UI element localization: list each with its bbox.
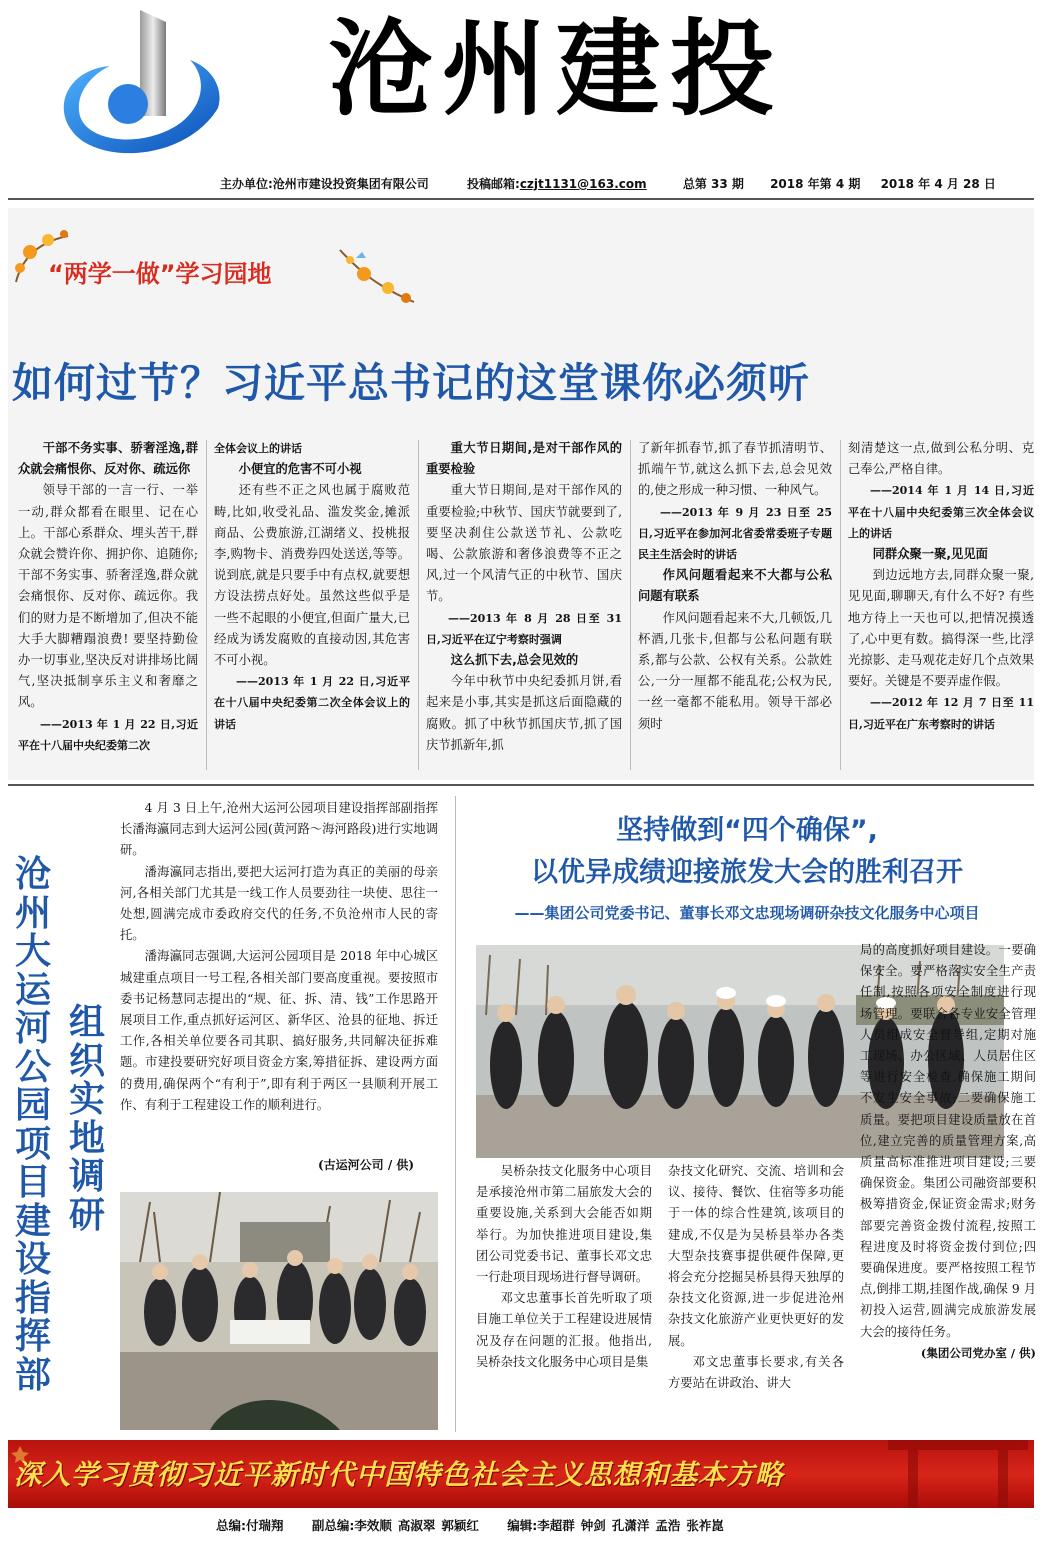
editor: 孔潇洋 <box>611 1518 650 1533</box>
source-note: ——2014 年 1 月 14 日,习近平在十八届中央纪委第三次全体会议上的讲话 <box>848 484 1034 540</box>
newspaper-logo <box>40 8 230 168</box>
deputy-editor: 高淑翠 <box>397 1518 436 1533</box>
paragraph: 到边远地方去,同群众聚一聚,见见面,聊聊天,有什么不好? 有些地方待上一天也可以,把情况摸透了,心中更有数。搞得深一些,比浮光掠影、走马观花走好几个点效果要好。关键是不要弄虚作假。 <box>848 568 1034 689</box>
editor: 张祚崑 <box>686 1518 724 1533</box>
vertical-subheadline: 组织实地调研 <box>68 1002 105 1236</box>
issue-total: 总第 33 期 <box>682 177 744 191</box>
subheading: 这么抓下去,总会见效的 <box>450 653 579 668</box>
source-note: ——2012 年 12 月 7 日至 11 日,习近平在广东考察时的讲话 <box>848 696 1034 731</box>
main-headline: 如何过节？习近平总书记的这堂课你必须听 <box>12 359 810 407</box>
article-3-headline-line-1: 坚持做到“四个确保”, <box>616 815 878 846</box>
article-2-body <box>120 798 438 1170</box>
column-divider <box>206 440 207 770</box>
text-column-4 <box>638 438 832 772</box>
paragraph: 还有些不正之风也属于腐败范畴,比如,收受礼品、滥发奖金,摊派商品、公费旅游,江湖绪义、投桃报李,购物卡、消费券四处送送,等等。说到底,就是只要手中有点权,就要想方设法捞点好处。虽然这些似乎是一些不起眼的小便宜,但面广量大,已经成为诱发腐败的直接动因,其危害不可小视。 <box>214 483 410 668</box>
subheading: 重大节日期间,是对干部作风的重要检验 <box>426 441 622 477</box>
paragraph: 领导干部的一言一行、一举一动,群众都看在眼里、记在心上。干部心系群众、埋头苦干,群众就会赞许你、拥护你、追随你;干部不务实事、骄奢淫逸,群众就会痛恨你、反对你、疏远你。我们的财力是不断增加了,但决不能大手大脚糟蹋浪费! 要坚持勤俭办一切事业,坚决反对讲排场比阔气,坚决抵制享乐主义和奢靡之风。 <box>18 483 198 710</box>
paragraph: 邓文忠董事长首先听取了项目施工单位关于工程建设进展情况及存在问题的汇报。他指出,吴桥杂技文化服务中心项目是集 <box>476 1291 652 1369</box>
chief-editor: 付瑞翔 <box>246 1518 284 1533</box>
source-note: ——2013 年 1 月 22 日,习近平在十八届中央纪委第二次全体会议上的讲话 <box>214 675 410 731</box>
masthead-title: 沧州建投 <box>328 8 785 130</box>
subheading: 作风问题看起来不大都与公私问题有联系 <box>638 568 832 604</box>
text-column-1 <box>18 438 198 772</box>
email-label: 投稿邮箱: <box>467 177 520 191</box>
deputy-editor-label: 副总编: <box>311 1518 355 1533</box>
vertical-headline: 沧州大运河公园项目建设指挥部 <box>14 854 51 1396</box>
chief-editor-label: 总编: <box>216 1518 246 1533</box>
source-note: ——2013 年 9 月 23 日至 25 日,习近平在参加河北省委常委班子专题民主生活会时的讲话 <box>638 505 832 562</box>
paragraph: 了新年抓春节,抓了春节抓清明节、抓端午节,就这么抓下去,总会见效的,使之形成一种习惯、一种风气。 <box>638 441 832 498</box>
slogan-text: 深入学习贯彻习近平新时代中国特色社会主义思想和基本方略 <box>14 1459 784 1491</box>
site-inspection-photo <box>120 1192 438 1430</box>
source-note: ——2013 年 1 月 22 日,习近平在十八届中央纪委第二次 <box>18 717 198 752</box>
editorial-footer <box>216 1516 730 1534</box>
issue-year: 2018 年第 4 期 <box>770 177 861 191</box>
subheading: 小便宜的危害不可小视 <box>238 462 362 477</box>
column-divider <box>630 440 631 770</box>
text-column-2 <box>214 438 410 772</box>
paragraph: 潘海瀛同志指出,要把大运河打造为真正的美丽的母亲河,各相关部门尤其是一线工作人员要劲往一块使、思往一处想,圆满完成市委政府交代的任务,不负沧州市人民的寄托。 <box>120 864 438 943</box>
paragraph: 邓文忠董事长要求,有关各方要站在讲政治、讲大 <box>668 1354 844 1391</box>
section-divider <box>8 784 1034 786</box>
editor-label: 编辑: <box>507 1518 538 1533</box>
paragraph: 4 月 3 日上午,沧州大运河公园项目建设指挥部副指挥长潘海瀛同志到大运河公园(黄河路～海河路段)进行实地调研。 <box>120 801 438 858</box>
paragraph: 潘海瀛同志强调,大运河公园项目是 2018 年中心城区城建重点项目一号工程,各相关部门要高度重视。要按照市委书记杨慧同志提出的“规、征、拆、清、钱”工作思路开展项目工作,重点抓好运河区、新华区、沧县的征地、拆迁工作,各相关单位要各司其职、搞好服务,共同解决征拆难题。市建投要研究好项目资金方案,筹措征拆、建设两方面的费用,确保两个“有利于”,即有利于两区一县顺利开展工作、有利于工程建设工作的顺利进行。 <box>120 949 438 1112</box>
paragraph: 重大节日期间,是对干部作风的重要检验;中秋节、国庆节就要到了,要坚决刹住公款送节礼、公款吃喝、公款旅游和奢侈浪费等不正之风,过一个风清气正的中秋节、国庆节。 <box>426 483 622 604</box>
sponsor-text: 主办单位:沧州市建设投资集团有限公司 <box>220 177 429 191</box>
article-credit: (古运河公司 / 供) <box>318 1158 415 1172</box>
issue-date: 2018 年 4 月 28 日 <box>880 177 996 191</box>
email-link[interactable]: czjt1131@163.com <box>519 177 647 191</box>
deputy-editor: 李效顺 <box>354 1518 392 1533</box>
editor: 孟浩 <box>655 1518 681 1533</box>
column-divider <box>455 796 456 1432</box>
column-divider <box>418 440 419 770</box>
article-3-subheadline: ——集团公司党委书记、董事长邓文忠现场调研杂技文化服务中心项目 <box>514 904 980 922</box>
paragraph: 吴桥杂技文化服务中心项目是承接沧州市第二届旅发大会的重要设施,关系到大会能否如期举行。为加快推进项目建设,集团公司党委书记、董事长邓文忠一行赴项目现场进行督导调研。 <box>476 1164 652 1285</box>
flower-decoration-icon <box>330 242 420 312</box>
article-3-column-1 <box>476 1161 652 1429</box>
masthead-divider <box>8 198 1034 200</box>
article-credit: (集团公司党办室 / 供) <box>920 1345 1036 1360</box>
paragraph: 刻清楚这一点,做到公私分明、克己奉公,严格自律。 <box>848 441 1034 477</box>
subheading: 干部不务实事、骄奢淫逸,群众就会痛恨你、反对你、疏远你 <box>18 441 198 477</box>
deputy-editor: 郭颖红 <box>441 1518 479 1533</box>
editor: 李超群 <box>537 1518 575 1533</box>
paragraph: 今年中秋节中央纪委抓月饼,看起来是小事,其实是抓这后面隐藏的腐败。抓了中秋节抓国庆节,抓了国庆节抓新年,抓 <box>426 674 622 752</box>
article-3-headline-line-2: 以优异成绩迎接旅发大会的胜利召开 <box>531 857 963 888</box>
paragraph: 局的高度抓好项目建设。一要确保安全。要严格落实安全生产责任制,按照各项安全制度进行现场管理。要联合各专业安全管理人员组成安全督导组,定期对施工现场、办公区域、人员居住区等进行安全检查,确保施工期间不发生安全事故;二要确保施工质量。要把项目建设质量放在首位,建立完善的质量管理方案,高质量高标准推进项目建设;三要确保资金。集团公司融资部要积极筹措资金,保证资金需求;财务部要完善资金拨付流程,按照工程进度及时将资金拨付到位;四要确保进度。要严格按照工程节点,倒排工期,挂图作战,确保 9 月初投入运营,圆满完成旅游发展大会的接待任务。 <box>860 943 1036 1339</box>
source-note: 全体会议上的讲话 <box>214 442 302 455</box>
source-note: ——2013 年 8 月 28 日至 31 日,习近平在辽宁考察时强调 <box>426 611 622 646</box>
article-3-column-2 <box>668 1161 844 1429</box>
paragraph: 杂技文化研究、交流、培训和会议、接待、餐饮、住宿等多功能于一体的综合性建筑,该项目的建成,不仅是为吴桥县举办各类大型杂技赛事提供硬件保障,更将会充分挖掘吴桥县得天独厚的杂技文化资源,进一步促进沧州杂技文化旅游产业更快更好的发展。 <box>668 1164 844 1348</box>
subheading: 同群众聚一聚,见见面 <box>872 547 988 562</box>
paragraph: 作风问题看起来不大,几顿饭,几杯酒,几张卡,但都与公私问题有联系,都与公款、公权有关系。公款姓公,一分一厘都不能乱花;公权为民,一丝一毫都不能私用。领导干部必须时 <box>638 610 832 731</box>
text-column-3 <box>426 438 622 772</box>
text-column-5 <box>848 438 1034 772</box>
article-3-column-3 <box>860 940 1036 1434</box>
editor: 钟剑 <box>580 1518 606 1533</box>
column-divider <box>840 440 841 770</box>
column-head: “两学一做”学习园地 <box>48 260 272 288</box>
masthead-info-bar <box>220 175 1030 192</box>
